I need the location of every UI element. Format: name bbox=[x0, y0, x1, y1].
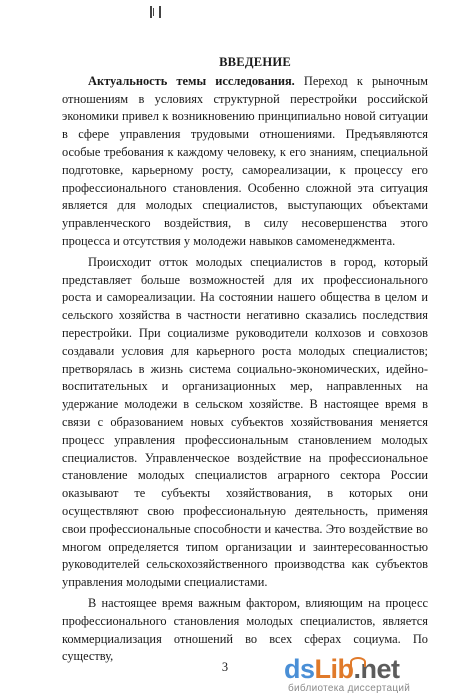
paragraph-relevance bbox=[62, 73, 428, 251]
lead-heading: Актуальность темы исследования. bbox=[88, 73, 295, 88]
page-marker-glyph bbox=[150, 6, 161, 18]
page-number: 3 bbox=[221, 660, 229, 674]
document-title: ВВЕДЕНИЕ bbox=[219, 55, 291, 69]
paragraph-commercialization: В настоящее время важным фактором, влияющим на процесс профессионального становления молодых специалистов, является коммерциализация отношений во всех сферах социума. По существу, bbox=[62, 595, 428, 664]
paragraph-text: Переход к рыночным отношениям в условиях структурной перестройки российской экономики привел к возникновению принципиально новой ситуации в сфере управления трудовыми отношениями. Предъявляются особые требования к каждому человеку, к его знаниям, специальной подготовке, карьерному росту, самореализации, к процессу его профессионального становления. Особенно сложной эта ситуация является для молодых специалистов, выступающих объектами управленческого воздействия, в силу несовершенства этого процесса и отсутствия у молодежи навыков самоменеджмента. bbox=[62, 73, 429, 248]
dslib-watermark-logo bbox=[284, 655, 444, 697]
watermark-ribbon-icon bbox=[350, 657, 366, 667]
watermark-tagline: библиотека диссертаций bbox=[288, 683, 411, 694]
watermark-wordmark: dsLib.net bbox=[284, 654, 400, 684]
document-body bbox=[62, 54, 428, 666]
paragraph-outflow: Происходит отток молодых специалистов в город, который представляет больше возможностей для их профессионального роста и самореализации. На состоянии нашего общества в целом и сельского хозяйства в частности негативно сказались последствия перестройки. При социализме руководители колхозов и совхозов создавали условия для карьерного роста молодых специалистов; претворялась в жизнь система социально-экономических, идейно-воспитательных и организационных мер, направленных на удержание молодежи в сельском хозяйстве. В настоящее время в связи с образованием новых субъектов хозяйствования меняется процесс управления профессиональным становлением молодых специалистов. Управленческое воздействие на профессиональное становление молодых специалистов аграрного сектора России оказывают те субъекты хозяйствования, в которых они осуществляют свою профессиональную деятельность, применяя свои профессиональные способности и качества. Это воздействие во многом определяется типом организации и заинтересованностью руководителей сельскохозяйственного производства как субъектов управления молодыми специалистами. bbox=[62, 254, 428, 590]
